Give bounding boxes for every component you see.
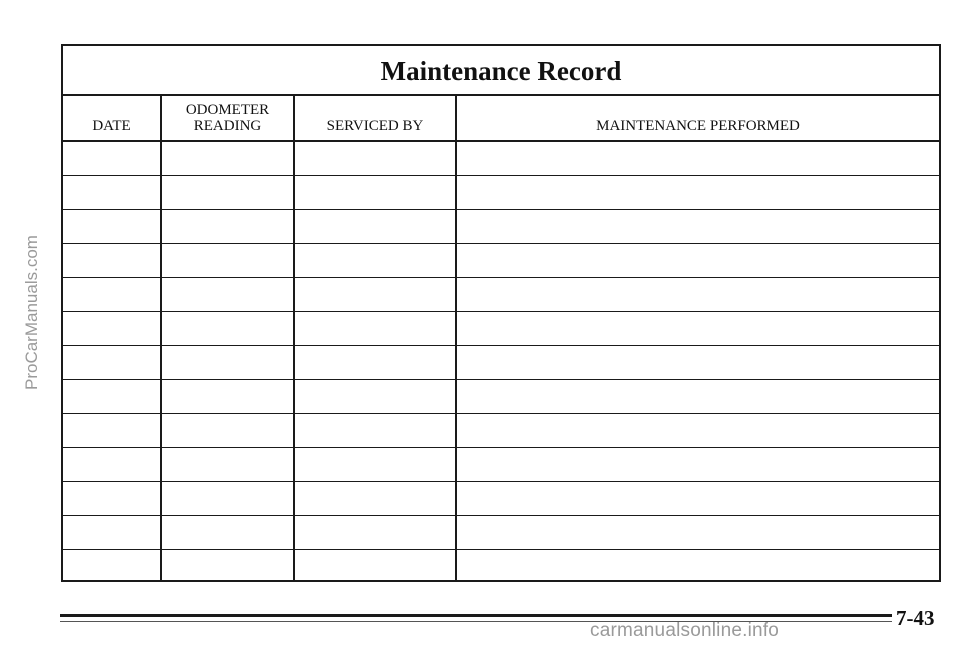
maintenance-cell[interactable] [457, 278, 939, 311]
maintenance-cell[interactable] [457, 244, 939, 277]
bottom-watermark: carmanualsonline.info [590, 620, 780, 641]
odometer-cell[interactable] [162, 278, 293, 311]
maintenance-cell[interactable] [457, 550, 939, 584]
serviced-by-cell[interactable] [295, 312, 455, 345]
maintenance-cell[interactable] [457, 210, 939, 243]
column-divider [455, 96, 457, 580]
column-header-maintenance-label: MAINTENANCE PERFORMED [596, 118, 800, 134]
column-header-serviced-by [295, 96, 455, 140]
column-header-odometer-label [162, 102, 293, 134]
maintenance-cell[interactable] [457, 312, 939, 345]
date-cell[interactable] [63, 482, 160, 515]
date-cell[interactable] [63, 142, 160, 175]
table-row [63, 380, 939, 414]
date-cell[interactable] [63, 380, 160, 413]
serviced-by-cell[interactable] [295, 244, 455, 277]
odometer-cell[interactable] [162, 244, 293, 277]
serviced-by-cell[interactable] [295, 278, 455, 311]
maintenance-record-table [61, 44, 941, 582]
date-cell[interactable] [63, 346, 160, 379]
date-cell[interactable] [63, 244, 160, 277]
date-cell[interactable] [63, 278, 160, 311]
table-row [63, 244, 939, 278]
column-header-odometer [162, 96, 293, 140]
serviced-by-cell[interactable] [295, 414, 455, 447]
serviced-by-cell[interactable] [295, 142, 455, 175]
column-header-serviced-by-label: SERVICED BY [326, 118, 424, 134]
maintenance-cell[interactable] [457, 176, 939, 209]
serviced-by-cell[interactable] [295, 516, 455, 549]
maintenance-cell[interactable] [457, 448, 939, 481]
table-title: Maintenance Record [63, 46, 939, 96]
odometer-cell[interactable] [162, 550, 293, 584]
column-header-maintenance-performed [457, 96, 939, 140]
maintenance-cell[interactable] [457, 142, 939, 175]
odometer-cell[interactable] [162, 448, 293, 481]
odometer-cell[interactable] [162, 380, 293, 413]
date-cell[interactable] [63, 414, 160, 447]
odometer-cell[interactable] [162, 176, 293, 209]
table-row [63, 312, 939, 346]
page-number: 7-43 [896, 606, 935, 630]
odometer-cell[interactable] [162, 142, 293, 175]
serviced-by-cell[interactable] [295, 176, 455, 209]
table-row [63, 142, 939, 176]
serviced-by-cell[interactable] [295, 482, 455, 515]
serviced-by-cell[interactable] [295, 380, 455, 413]
side-watermark: ProCarManuals.com [22, 235, 41, 390]
serviced-by-cell[interactable] [295, 346, 455, 379]
maintenance-cell[interactable] [457, 516, 939, 549]
table-row [63, 278, 939, 312]
date-cell[interactable] [63, 550, 160, 584]
serviced-by-cell[interactable] [295, 210, 455, 243]
column-divider [293, 96, 295, 580]
date-cell[interactable] [63, 176, 160, 209]
table-row [63, 448, 939, 482]
date-cell[interactable] [63, 516, 160, 549]
maintenance-cell[interactable] [457, 414, 939, 447]
maintenance-cell[interactable] [457, 346, 939, 379]
column-header-date-label: DATE [92, 118, 131, 134]
table-row [63, 414, 939, 448]
footer-rule [60, 614, 892, 617]
column-header-date [63, 96, 160, 140]
odometer-label-line1: ODOMETER [185, 102, 270, 118]
table-row [63, 176, 939, 210]
odometer-cell[interactable] [162, 414, 293, 447]
table-row [63, 482, 939, 516]
table-row [63, 346, 939, 380]
table-row [63, 210, 939, 244]
odometer-cell[interactable] [162, 210, 293, 243]
date-cell[interactable] [63, 448, 160, 481]
column-divider [160, 96, 162, 580]
table-header-row [63, 96, 939, 142]
odometer-cell[interactable] [162, 482, 293, 515]
odometer-cell[interactable] [162, 346, 293, 379]
odometer-cell[interactable] [162, 516, 293, 549]
date-cell[interactable] [63, 312, 160, 345]
table-row [63, 550, 939, 584]
maintenance-cell[interactable] [457, 482, 939, 515]
odometer-label-line2: READING [193, 118, 262, 134]
maintenance-cell[interactable] [457, 380, 939, 413]
serviced-by-cell[interactable] [295, 448, 455, 481]
odometer-cell[interactable] [162, 312, 293, 345]
table-row [63, 516, 939, 550]
serviced-by-cell[interactable] [295, 550, 455, 584]
date-cell[interactable] [63, 210, 160, 243]
